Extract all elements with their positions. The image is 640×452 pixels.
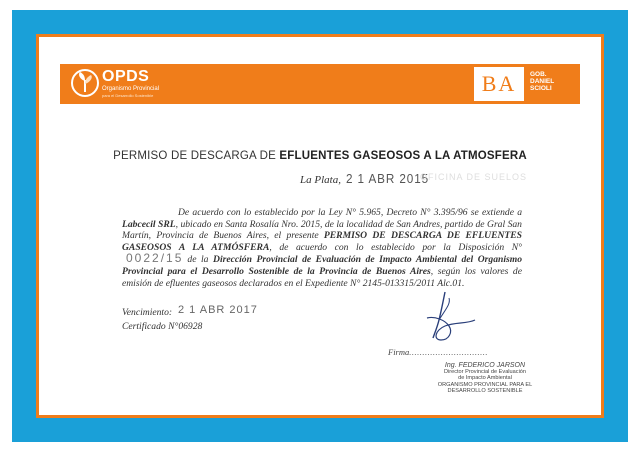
gob-line: GOB. (530, 71, 547, 78)
certificate-number: Certificado N°06928 (122, 321, 203, 332)
stamp-line: de Impacto Ambiental (458, 375, 512, 382)
frame-border-left (12, 10, 36, 442)
date-stamp: 2 1 ABR 2015 (346, 171, 430, 186)
signature-dots: .............................. (409, 347, 488, 357)
opds-tagline: para el Desarrollo Sostenible (102, 93, 154, 98)
disposition-number: 0022/15 (126, 251, 184, 266)
company-name: Labcecil SRL (122, 218, 176, 230)
body-p1: De acuerdo con lo establecido por la Ley N° 5.965, Decreto N° 3.395/96 se extiende a (178, 207, 522, 218)
title-normal: PERMISO DE DESCARGA DE (113, 150, 280, 162)
inner-border-top (36, 34, 604, 37)
body-p2: , ubicado en Santa Rosalía Nro. 2015, de la localidad de San Andres, partido de Gral San Martín, Provincia de Buenos Aires, el presente (122, 218, 522, 242)
gob-label (530, 71, 554, 92)
opds-logo (70, 66, 180, 102)
opds-name: OPDS (102, 68, 150, 85)
frame-border-right (604, 10, 628, 442)
official-stamp (410, 363, 560, 394)
body-p3: , de acuerdo con lo establecido por la Disposición N° (269, 241, 522, 253)
frame-border-top (12, 10, 628, 34)
stamp-line: DESARROLLO SOSTENIBLE (447, 387, 523, 394)
direction-name: Dirección Provincial de Evaluación de Impacto Ambiental del Organismo Provincial para el Desarrollo Sostenible de la Provincia de Buenos Aires (122, 254, 522, 277)
body-paragraph (122, 207, 522, 289)
gob-line: SCIOLI (530, 85, 552, 92)
faded-stamp: OFICINA DE SUELOS (420, 172, 528, 182)
inner-border-right (601, 34, 604, 418)
frame-border-bottom (12, 418, 628, 442)
inner-border-bottom (36, 415, 604, 418)
body-p5: , según los valores de emisión de efluentes gaseosos declarados en el Expediente N° 2145-013315/2011 Alc.01. (122, 265, 522, 289)
expiry-stamp: 2 1 ABR 2017 (178, 304, 258, 316)
signature-label: Firma (388, 347, 410, 357)
stamp-line: Ing. FEDERICO JARSON (444, 362, 526, 369)
signature-graphic (405, 290, 495, 350)
expiry-label: Vencimiento: (122, 307, 173, 318)
date-city: La Plata, (300, 174, 341, 186)
permit-name: PERMISO DE DESCARGA DE EFLUENTES GASEOSOS A LA ATMÓSFERA (122, 230, 522, 253)
body-p4: de la (187, 254, 214, 266)
opds-logo-icon (70, 68, 100, 98)
signature-line (388, 347, 488, 357)
stamp-line: Director Provincial de Evaluación (443, 369, 527, 376)
title-bold: EFLUENTES GASEOSOS A LA ATMOSFERA (279, 150, 527, 162)
opds-subtitle: Organismo Provincial (102, 86, 160, 92)
stamp-line: ORGANISMO PROVINCIAL PARA EL (437, 381, 533, 388)
ba-logo (474, 67, 524, 101)
ba-logo-text: BA (481, 71, 517, 96)
inner-border-left (36, 34, 39, 418)
document-title (0, 150, 640, 162)
gob-line: DANIEL (530, 78, 555, 85)
